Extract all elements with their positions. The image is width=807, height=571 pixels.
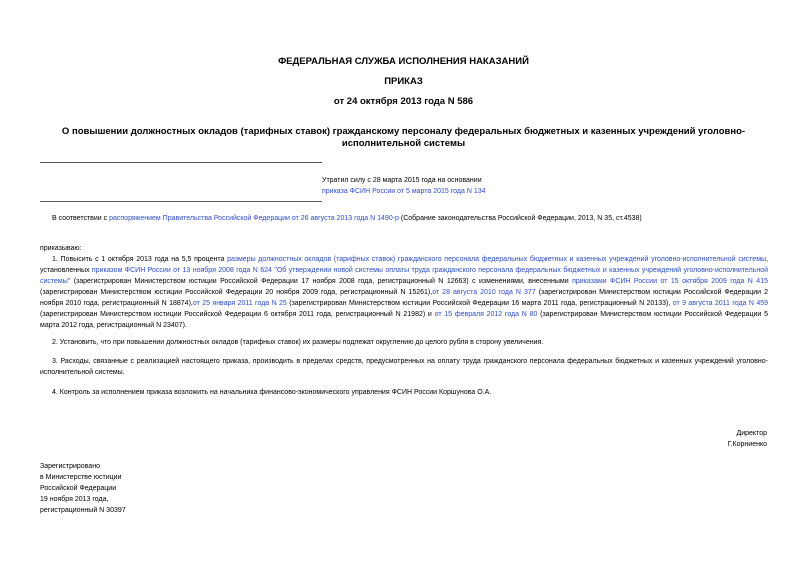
order-word: приказываю:: [40, 245, 82, 252]
document-date-number: от 24 октября 2013 года N 586: [333, 96, 474, 107]
order-377-link[interactable]: от 28 августа 2010 года N 377: [432, 289, 536, 296]
registration-line: регистрационный N 30397: [40, 507, 126, 514]
item1-text: (зарегистрирован Министерством юстиции Российской Федерации 17 ноября 2008 года, регистрационный N 12663) с изменениями, внесенными: [70, 278, 573, 285]
registration-block: [40, 461, 126, 516]
signer-name: Г.Корниенко: [727, 441, 767, 448]
item1-text: (зарегистрирован Министерством юстиции Российской Федерации 5 марта 2012 года, регистрационный N 23407).: [40, 311, 768, 329]
signer-title: Директор: [736, 430, 767, 437]
divider-top: [40, 162, 322, 163]
item1-text: , установленных: [40, 256, 768, 274]
order-25-link[interactable]: от 25 января 2011 года N 25: [192, 300, 287, 307]
registration-line: в Министерстве юстиции: [40, 474, 122, 481]
registration-line: 19 ноября 2013 года,: [40, 496, 109, 503]
signature-block: [728, 428, 767, 450]
order-459-link[interactable]: от 9 августа 2011 года N 459: [672, 300, 768, 307]
expiry-link[interactable]: приказа ФСИН России от 5 марта 2015 года N 134: [322, 188, 486, 195]
registration-line: Зарегистрировано: [40, 463, 100, 470]
order-624-link[interactable]: приказом ФСИН России от 13 ноября 2008 года N 624 "Об утверждении новой системы оплаты труда гражданского персонала федеральных бюджетных и казенных учреждений уголовно-исполнительной системы": [40, 267, 768, 285]
salary-sizes-link[interactable]: размеры должностных окладов (тарифных ставок) гражданского персонала федеральных бюджетных и казенных учреждений уголовно-исполнительной системы: [227, 256, 767, 263]
item-3-paragraph: 3. Расходы, связанные с реализацией настоящего приказа, производить в пределах средств, предусмотренных на оплату труда гражданского персонала федеральных бюджетных и казенных учреждений уголовно-исполнительной системы.: [40, 358, 768, 376]
document-subject: О повышении должностных окладов (тарифных ставок) гражданскому персоналу федеральных бюджетных и казенных учреждений уголовно-исполнительной системы: [61, 126, 746, 149]
intro-text-pre: В соответствии с: [52, 215, 110, 222]
document-type: ПРИКАЗ: [384, 76, 423, 87]
intro-text-post: (Собрание законодательства Российской Федерации, 2013, N 35, ст.4538): [398, 215, 642, 222]
item1-text: (зарегистрирован Министерством юстиции Российской Федерации 20 ноября 2009 года, регистрационный N 15261),: [40, 289, 433, 296]
order-80-link[interactable]: от 15 февраля 2012 года N 80: [434, 311, 538, 318]
item1-text: 1. Повысить с 1 октября 2013 года на 5,5 процента: [52, 256, 228, 263]
item-2-paragraph: 2. Установить, что при повышении должностных окладов (тарифных ставок) их размеры подлежат округлению до целого рубля в сторону увеличения.: [52, 339, 544, 346]
agency-title: ФЕДЕРАЛЬНАЯ СЛУЖБА ИСПОЛНЕНИЯ НАКАЗАНИЙ: [278, 56, 529, 67]
order-415-link[interactable]: приказами ФСИН России от 15 октября 2009 года N 415: [572, 278, 768, 285]
divider-bottom: [40, 201, 322, 202]
registration-line: Российской Федерации: [40, 485, 117, 492]
item-1-paragraph: [40, 254, 768, 331]
intro-paragraph: [40, 213, 768, 224]
item1-text: (зарегистрирован Министерством юстиции Российской Федерации 2 ноября 2010 года, регистрационный N 18874),: [40, 289, 768, 307]
item1-text: (зарегистрирован Министерством юстиции Российской Федерации 6 октября 2011 года, регистрационный N 21982) и: [40, 311, 435, 318]
item-4-paragraph: 4. Контроль за исполнением приказа возложить на начальника финансово-экономического управления ФСИН России Коршунова О.А.: [52, 389, 492, 396]
expiry-text: Утратил силу с 28 марта 2015 года на основании: [322, 177, 482, 184]
item1-text: (зарегистрирован Министерством юстиции Российской Федерации 16 марта 2011 года, регистрационный N 20133),: [286, 300, 673, 307]
expiry-note: [322, 175, 486, 197]
government-decree-link[interactable]: распоряжением Правительства Российской Федерации от 26 августа 2013 года N 1490-р: [109, 215, 399, 222]
